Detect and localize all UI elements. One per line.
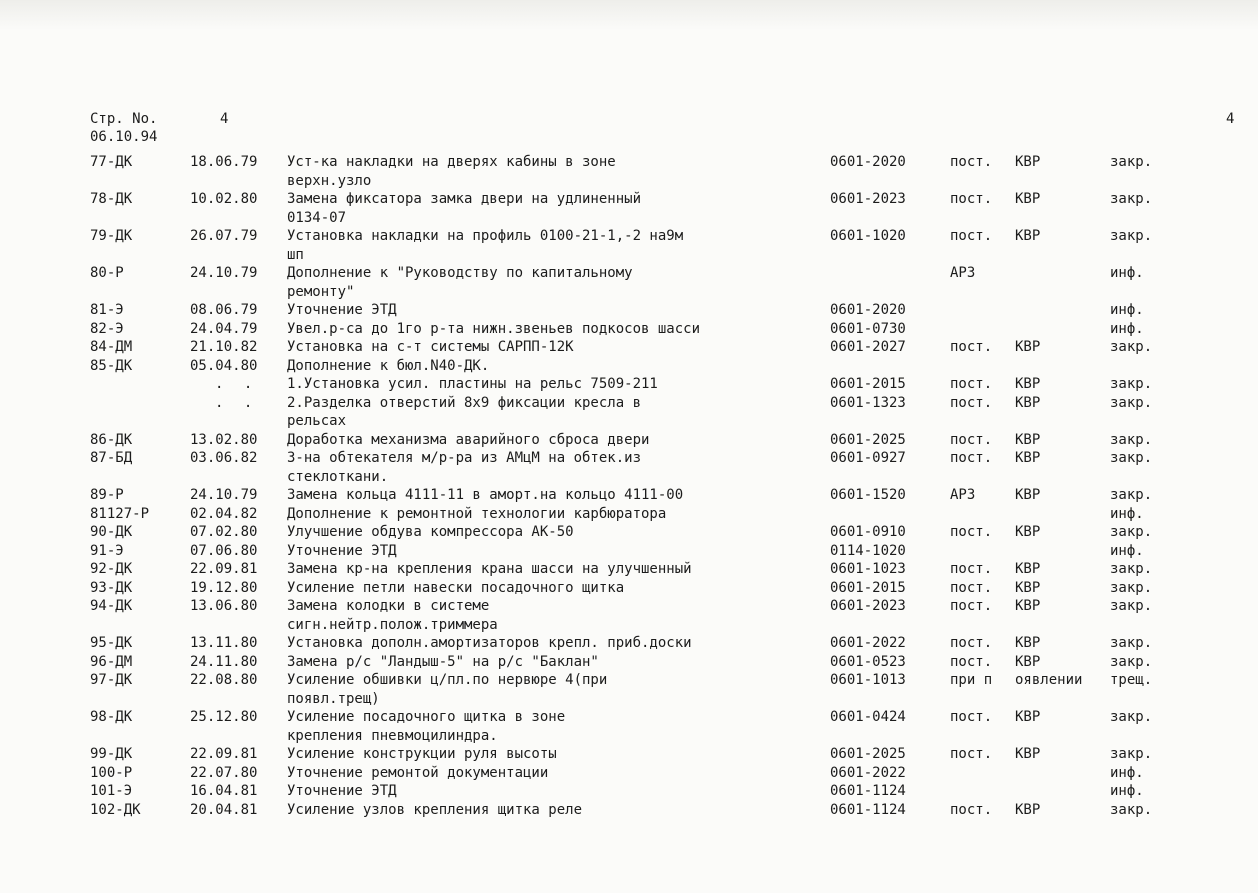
bulletin-description: 2.Разделка отверстий 8х9 фиксации кресла в <box>287 394 642 411</box>
bulletin-number: 82-Э <box>90 320 124 337</box>
bulletin-number: 89-Р <box>90 487 124 503</box>
drawing-code: 0601-1520 <box>830 487 906 503</box>
bulletin-description: Уст-ка накладки на дверях кабины в зоне <box>287 154 616 170</box>
bulletin-date: 10.02.80 <box>190 191 258 207</box>
drawing-code: 0601-1020 <box>830 228 906 244</box>
repair-category: КВР <box>1015 487 1041 503</box>
repair-category: КВР <box>1015 653 1041 670</box>
bulletin-number: 81-Э <box>90 302 124 318</box>
bulletin-date: 13.11.80 <box>190 635 258 651</box>
drawing-code: 0601-0910 <box>830 524 906 540</box>
bulletin-description: Уточнение ЭТД <box>287 302 397 318</box>
bulletin-type: при п <box>950 672 993 688</box>
list-item <box>0 653 1258 672</box>
list-item <box>0 357 1258 376</box>
bulletin-number: 87-БД <box>90 450 133 466</box>
repair-category: КВР <box>1015 598 1041 614</box>
ditto-marks: . . <box>215 394 259 411</box>
list-item <box>0 597 1258 616</box>
list-item-continuation <box>0 209 1258 228</box>
bulletin-number: 81127-Р <box>90 505 150 522</box>
bulletin-date: 26.07.79 <box>190 228 258 244</box>
bulletin-number: 90-ДК <box>90 524 133 540</box>
list-item <box>0 375 1258 394</box>
bulletin-date: 25.12.80 <box>190 709 258 725</box>
bulletin-description: 3-на обтекателя м/р-ра из АМцМ на обтек.из <box>287 450 642 466</box>
drawing-code: 0601-1124 <box>830 801 906 818</box>
list-item <box>0 301 1258 320</box>
drawing-code: 0601-2025 <box>830 431 906 448</box>
bulletin-type: пост. <box>950 746 993 762</box>
bulletin-date: 24.10.79 <box>190 265 258 281</box>
bulletin-status: закр. <box>1110 487 1153 503</box>
bulletin-status: закр. <box>1110 228 1153 244</box>
bulletin-status: закр. <box>1110 746 1153 762</box>
description-continuation: верхн.узло <box>287 172 372 189</box>
list-item-continuation <box>0 283 1258 302</box>
bulletin-description: Дополнение к ремонтной технологии карбюратора <box>287 505 667 522</box>
bulletin-type: пост. <box>950 598 993 614</box>
bulletin-status: закр. <box>1110 579 1153 596</box>
repair-category: КВР <box>1015 450 1041 466</box>
bulletin-list <box>0 153 1258 819</box>
bulletin-date: 13.02.80 <box>190 431 258 448</box>
bulletin-description: Усиление петли навески посадочного щитка <box>287 579 625 596</box>
bulletin-status: инф. <box>1110 542 1144 559</box>
bulletin-type: пост. <box>950 228 993 244</box>
repair-category: КВР <box>1015 228 1041 244</box>
bulletin-number: 92-ДК <box>90 561 133 577</box>
drawing-code: 0601-2023 <box>830 191 906 207</box>
bulletin-number: 96-ДМ <box>90 653 133 670</box>
repair-category: КВР <box>1015 376 1041 392</box>
bulletin-type: пост. <box>950 431 993 448</box>
bulletin-number: 99-ДК <box>90 746 133 762</box>
bulletin-type: пост. <box>950 709 993 725</box>
bulletin-type: пост. <box>950 450 993 466</box>
bulletin-type: АРЗ <box>950 265 976 281</box>
drawing-code: 0601-1023 <box>830 561 906 577</box>
description-continuation: сигн.нейтр.полож.триммера <box>287 616 498 633</box>
repair-category: КВР <box>1015 801 1041 818</box>
bulletin-number: 95-ДК <box>90 635 133 651</box>
list-item <box>0 560 1258 579</box>
bulletin-status: инф. <box>1110 783 1144 799</box>
drawing-code: 0601-2022 <box>830 635 906 651</box>
bulletin-status: закр. <box>1110 339 1153 355</box>
list-item <box>0 394 1258 413</box>
bulletin-type: пост. <box>950 524 993 540</box>
bulletin-type: пост. <box>950 394 993 411</box>
list-item-continuation <box>0 616 1258 635</box>
bulletin-type: АРЗ <box>950 487 976 503</box>
drawing-code: 0601-2020 <box>830 154 906 170</box>
bulletin-number: 101-Э <box>90 783 133 799</box>
document-date: 06.10.94 <box>90 129 158 145</box>
bulletin-date: 22.09.81 <box>190 561 258 577</box>
bulletin-date: 05.04.80 <box>190 357 258 374</box>
bulletin-description: Усиление посадочного щитка в зоне <box>287 709 566 725</box>
drawing-code: 0114-1020 <box>830 542 906 559</box>
bulletin-status: закр. <box>1110 598 1153 614</box>
bulletin-number: 93-ДК <box>90 579 133 596</box>
list-item <box>0 671 1258 690</box>
bulletin-description: Усиление узлов крепления щитка реле <box>287 801 583 818</box>
bulletin-status: закр. <box>1110 709 1153 725</box>
description-continuation: рельсах <box>287 413 347 429</box>
repair-category: КВР <box>1015 635 1041 651</box>
bulletin-status: инф. <box>1110 265 1144 281</box>
bulletin-description: Замена кр-на крепления крана шасси на улучшенный <box>287 561 692 577</box>
list-item <box>0 764 1258 783</box>
bulletin-status: инф. <box>1110 320 1144 337</box>
list-item-continuation <box>0 246 1258 265</box>
list-item <box>0 801 1258 820</box>
drawing-code: 0601-2015 <box>830 579 906 596</box>
bulletin-date: 24.04.79 <box>190 320 258 337</box>
drawing-code: 0601-1323 <box>830 394 906 411</box>
bulletin-status: закр. <box>1110 191 1153 207</box>
list-item <box>0 782 1258 801</box>
page-number: 4 <box>220 111 229 127</box>
description-continuation: ремонту" <box>287 283 355 300</box>
drawing-code: 0601-1013 <box>830 672 906 688</box>
list-item <box>0 486 1258 505</box>
bulletin-description: Уточнение ремонтой документации <box>287 764 549 781</box>
description-continuation: шп <box>287 246 304 263</box>
description-continuation: 0134-07 <box>287 209 347 226</box>
bulletin-description: Доработка механизма аварийного сброса двери <box>287 431 650 448</box>
bulletin-description: Усиление конструкции руля высоты <box>287 746 557 762</box>
bulletin-type: пост. <box>950 653 993 670</box>
bulletin-date: 24.10.79 <box>190 487 258 503</box>
bulletin-status: закр. <box>1110 154 1153 170</box>
bulletin-number: 77-ДК <box>90 154 133 170</box>
list-item-continuation <box>0 412 1258 431</box>
list-item <box>0 634 1258 653</box>
bulletin-date: 20.04.81 <box>190 801 258 818</box>
list-item <box>0 449 1258 468</box>
list-item <box>0 227 1258 246</box>
drawing-code: 0601-2022 <box>830 764 906 781</box>
bulletin-status: инф. <box>1110 764 1144 781</box>
bulletin-status: закр. <box>1110 450 1153 466</box>
bulletin-type: пост. <box>950 635 993 651</box>
list-item-continuation <box>0 468 1258 487</box>
bulletin-type: пост. <box>950 376 993 392</box>
bulletin-type: пост. <box>950 561 993 577</box>
list-item <box>0 745 1258 764</box>
bulletin-number: 86-ДК <box>90 431 133 448</box>
list-item-continuation <box>0 690 1258 709</box>
list-item <box>0 579 1258 598</box>
bulletin-date: 03.06.82 <box>190 450 258 466</box>
bulletin-date: 16.04.81 <box>190 783 258 799</box>
list-item <box>0 542 1258 561</box>
bulletin-description: Замена кольца 4111-11 в аморт.на кольцо 4111-00 <box>287 487 684 503</box>
bulletin-date: 21.10.82 <box>190 339 258 355</box>
bulletin-type: пост. <box>950 191 993 207</box>
bulletin-date: 22.07.80 <box>190 764 258 781</box>
bulletin-type: пост. <box>950 154 993 170</box>
bulletin-status: закр. <box>1110 635 1153 651</box>
drawing-code: 0601-1124 <box>830 783 906 799</box>
repair-category: КВР <box>1015 339 1041 355</box>
bulletin-description: 1.Установка усил. пластины на рельс 7509-211 <box>287 376 658 392</box>
drawing-code: 0601-2027 <box>830 339 906 355</box>
bulletin-date: 18.06.79 <box>190 154 258 170</box>
bulletin-number: 80-Р <box>90 265 124 281</box>
repair-category: КВР <box>1015 154 1041 170</box>
bulletin-description: Усиление обшивки ц/пл.по нервюре 4(при <box>287 672 608 688</box>
list-item <box>0 264 1258 283</box>
bulletin-description: Замена колодки в системе <box>287 598 490 614</box>
bulletin-description: Замена р/с "Ландыш-5" на р/с "Баклан" <box>287 653 599 670</box>
bulletin-description: Дополнение к "Руководству по капитальному <box>287 265 633 281</box>
list-item <box>0 190 1258 209</box>
repair-category: КВР <box>1015 431 1041 448</box>
list-item-continuation <box>0 727 1258 746</box>
bulletin-number: 91-Э <box>90 542 124 559</box>
page-label: Стр. No. <box>90 111 158 127</box>
bulletin-number: 78-ДК <box>90 191 133 207</box>
bulletin-description: Установка накладки на профиль 0100-21-1,-2 на9м <box>287 228 684 244</box>
scan-shadow <box>0 0 1258 30</box>
repair-category: оявлении <box>1015 672 1083 688</box>
ditto-marks: . . <box>215 376 259 392</box>
repair-category: КВР <box>1015 709 1041 725</box>
list-item <box>0 708 1258 727</box>
bulletin-number: 102-ДК <box>90 801 141 818</box>
bulletin-date: 24.11.80 <box>190 653 258 670</box>
bulletin-description: Установка на с-т системы САРПП-12К <box>287 339 574 355</box>
drawing-code: 0601-0730 <box>830 320 906 337</box>
list-item <box>0 338 1258 357</box>
bulletin-number: 79-ДК <box>90 228 133 244</box>
description-continuation: стеклоткани. <box>287 468 389 485</box>
drawing-code: 0601-0523 <box>830 653 906 670</box>
bulletin-description: Улучшение обдува компрессора АК-50 <box>287 524 574 540</box>
bulletin-status: закр. <box>1110 376 1153 392</box>
bulletin-number: 84-ДМ <box>90 339 133 355</box>
description-continuation: появл.трещ) <box>287 690 380 707</box>
bulletin-type: пост. <box>950 339 993 355</box>
repair-category: КВР <box>1015 524 1041 540</box>
repair-category: КВР <box>1015 191 1041 207</box>
bulletin-status: закр. <box>1110 431 1153 448</box>
list-item-continuation <box>0 172 1258 191</box>
bulletin-status: закр. <box>1110 561 1153 577</box>
bulletin-description: Установка дополн.амортизаторов крепл. приб.доски <box>287 635 692 651</box>
repair-category: КВР <box>1015 561 1041 577</box>
drawing-code: 0601-0927 <box>830 450 906 466</box>
bulletin-description: Замена фиксатора замка двери на удлиненный <box>287 191 642 207</box>
bulletin-type: пост. <box>950 801 993 818</box>
bulletin-status: инф. <box>1110 302 1144 318</box>
drawing-code: 0601-2023 <box>830 598 906 614</box>
repair-category: КВР <box>1015 579 1041 596</box>
bulletin-number: 97-ДК <box>90 672 133 688</box>
bulletin-description: Увел.р-са до 1го р-та нижн.звеньев подкосов шасси <box>287 320 701 337</box>
bulletin-date: 13.06.80 <box>190 598 258 614</box>
right-page-number: 4 <box>1226 111 1235 127</box>
bulletin-status: закр. <box>1110 801 1153 818</box>
bulletin-status: закр. <box>1110 653 1153 670</box>
bulletin-status: инф. <box>1110 505 1144 522</box>
bulletin-date: 19.12.80 <box>190 579 258 596</box>
drawing-code: 0601-2020 <box>830 302 906 318</box>
drawing-code: 0601-0424 <box>830 709 906 725</box>
bulletin-description: Уточнение ЭТД <box>287 783 397 799</box>
bulletin-type: пост. <box>950 579 993 596</box>
list-item <box>0 431 1258 450</box>
drawing-code: 0601-2025 <box>830 746 906 762</box>
bulletin-number: 94-ДК <box>90 598 133 614</box>
repair-category: КВР <box>1015 746 1041 762</box>
bulletin-status: закр. <box>1110 394 1153 411</box>
bulletin-date: 02.04.82 <box>190 505 258 522</box>
bulletin-date: 22.08.80 <box>190 672 258 688</box>
list-item <box>0 320 1258 339</box>
bulletin-number: 100-Р <box>90 764 133 781</box>
list-item <box>0 153 1258 172</box>
bulletin-date: 07.02.80 <box>190 524 258 540</box>
bulletin-date: 08.06.79 <box>190 302 258 318</box>
drawing-code: 0601-2015 <box>830 376 906 392</box>
bulletin-status: трещ. <box>1110 672 1153 688</box>
bulletin-status: закр. <box>1110 524 1153 540</box>
repair-category: КВР <box>1015 394 1041 411</box>
description-continuation: крепления пневмоцилиндра. <box>287 727 498 744</box>
list-item <box>0 523 1258 542</box>
bulletin-number: 98-ДК <box>90 709 133 725</box>
list-item <box>0 505 1258 524</box>
bulletin-description: Уточнение ЭТД <box>287 542 397 559</box>
bulletin-number: 85-ДК <box>90 357 133 374</box>
bulletin-description: Дополнение к бюл.N40-ДК. <box>287 357 490 374</box>
bulletin-date: 07.06.80 <box>190 542 258 559</box>
bulletin-date: 22.09.81 <box>190 746 258 762</box>
